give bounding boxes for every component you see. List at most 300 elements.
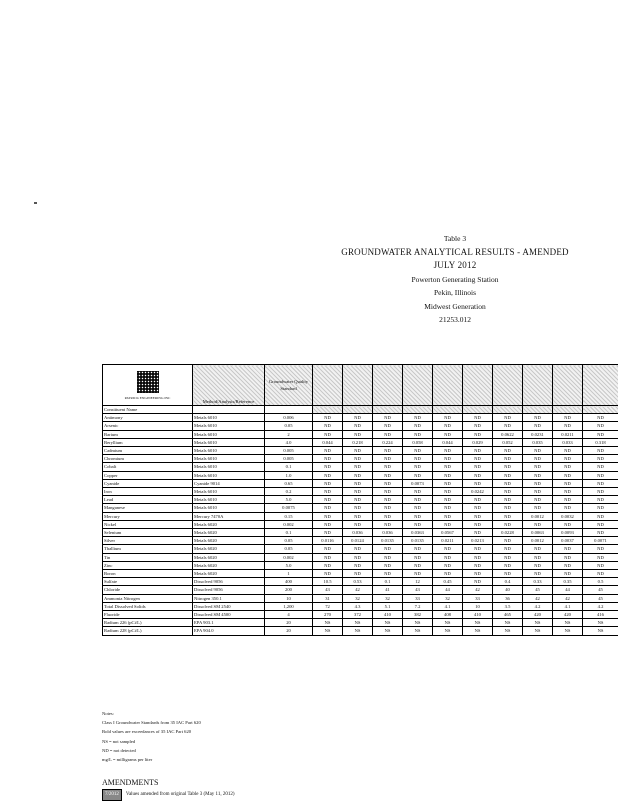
table-row — [103, 619, 618, 627]
result-value: 0.45 — [433, 578, 463, 586]
location: Pekin, Illinois — [330, 286, 580, 300]
result-value: ND — [373, 422, 403, 430]
result-value: ND — [433, 520, 463, 528]
result-value: ND — [373, 512, 403, 520]
result-value: ND — [313, 545, 343, 553]
result-value: 0.035 — [523, 438, 553, 446]
standard-value: 0.0075 — [265, 504, 313, 512]
result-value: ND — [553, 553, 583, 561]
result-value: ND — [433, 430, 463, 438]
result-value: ND — [373, 471, 403, 479]
result-value: 410 — [373, 611, 403, 619]
result-value: 416 — [583, 611, 618, 619]
result-value: ND — [343, 545, 373, 553]
result-value: 420 — [553, 611, 583, 619]
result-value: 0.0363 — [403, 529, 433, 537]
analysis-method: Metals 6010 — [193, 455, 265, 463]
constituent-name: Cadmium — [103, 447, 193, 455]
table-row — [103, 438, 618, 446]
result-value: ND — [583, 479, 618, 487]
result-value: 45 — [583, 594, 618, 602]
note-line: Class I Groundwater Standards from 35 IAC Part 620 — [102, 718, 201, 727]
result-value: 420 — [523, 611, 553, 619]
standard-value: 0.002 — [265, 520, 313, 528]
result-value: 5.1 — [373, 602, 403, 610]
note-line: NS = not sampled — [102, 737, 201, 746]
result-value: ND — [463, 463, 493, 471]
result-value: 0.0228 — [493, 529, 523, 537]
result-value: 0.0211 — [433, 537, 463, 545]
result-value: 36 — [493, 594, 523, 602]
result-value: NS — [523, 619, 553, 627]
result-value: ND — [343, 496, 373, 504]
result-value: ND — [343, 422, 373, 430]
result-value: 12 — [403, 578, 433, 586]
standard-value: 200 — [265, 586, 313, 594]
result-value: ND — [403, 471, 433, 479]
analysis-method: Metals 6010 — [193, 414, 265, 422]
result-value: 465 — [493, 611, 523, 619]
result-value: ND — [433, 414, 463, 422]
result-value: ND — [493, 504, 523, 512]
analysis-method: EPA 904.0 — [193, 627, 265, 635]
result-value: ND — [403, 504, 433, 512]
table-row — [103, 488, 618, 496]
table-subheader-row — [103, 406, 618, 414]
result-value: 0.0012 — [523, 537, 553, 545]
result-value: ND — [583, 520, 618, 528]
table-row — [103, 611, 618, 619]
result-value: ND — [433, 488, 463, 496]
standard-value: 1.0 — [265, 471, 313, 479]
result-value: ND — [343, 488, 373, 496]
result-value: 0.029 — [463, 438, 493, 446]
result-value: ND — [583, 512, 618, 520]
result-value: ND — [313, 561, 343, 569]
result-value: ND — [403, 512, 433, 520]
result-value: ND — [463, 561, 493, 569]
standard-value: 0.005 — [265, 455, 313, 463]
result-value: ND — [433, 422, 463, 430]
result-value: ND — [583, 553, 618, 561]
analysis-method: Metals 6020 — [193, 553, 265, 561]
constituent-name: Beryllium — [103, 438, 193, 446]
analysis-method: Metals 6010 — [193, 488, 265, 496]
method-header: Method/Analysis/Reference — [193, 365, 265, 406]
standard-value: 5.0 — [265, 496, 313, 504]
result-value: NS — [463, 627, 493, 635]
result-value: ND — [373, 570, 403, 578]
result-value: 372 — [343, 611, 373, 619]
result-value: ND — [373, 553, 403, 561]
result-value: NS — [523, 627, 553, 635]
result-value: NS — [343, 619, 373, 627]
table-row — [103, 455, 618, 463]
result-value: ND — [553, 545, 583, 553]
result-value: 0.0231 — [523, 430, 553, 438]
result-value: ND — [313, 463, 343, 471]
table-row — [103, 553, 618, 561]
constituent-name: Zinc — [103, 561, 193, 569]
result-value: 408 — [433, 611, 463, 619]
result-value: ND — [583, 447, 618, 455]
constituent-name: Barium — [103, 430, 193, 438]
table-label: Table 3 — [330, 232, 580, 246]
standard-value: 400 — [265, 578, 313, 586]
result-value: ND — [583, 496, 618, 504]
result-value: 0.036 — [373, 529, 403, 537]
station-name: Powerton Generating Station — [330, 273, 580, 287]
constituent-name: Sulfate — [103, 578, 193, 586]
result-value: ND — [583, 463, 618, 471]
result-value: ND — [373, 463, 403, 471]
result-value: ND — [433, 504, 463, 512]
result-value: ND — [553, 422, 583, 430]
result-value: ND — [553, 414, 583, 422]
result-value: ND — [313, 422, 343, 430]
result-value: 4.2 — [583, 602, 618, 610]
result-value: 33 — [403, 594, 433, 602]
result-value: 0.0135 — [403, 537, 433, 545]
result-value: ND — [463, 578, 493, 586]
constituent-name: Antimony — [103, 414, 193, 422]
result-value: ND — [313, 471, 343, 479]
table-row — [103, 545, 618, 553]
analysis-method: Cyanide 9014 — [193, 479, 265, 487]
sample-header — [373, 365, 403, 406]
result-value: ND — [493, 520, 523, 528]
result-value: 42 — [523, 594, 553, 602]
result-value: ND — [523, 479, 553, 487]
constituent-name-header: Constituent Name — [103, 406, 193, 414]
result-value: 4.2 — [523, 602, 553, 610]
result-value: ND — [343, 463, 373, 471]
standard-value: 4 — [265, 611, 313, 619]
result-value: ND — [523, 570, 553, 578]
result-value: ND — [373, 488, 403, 496]
standard-value: 0.006 — [265, 414, 313, 422]
result-value: ND — [343, 512, 373, 520]
table-row — [103, 414, 618, 422]
note-line: mg/L = milligrams per liter — [102, 755, 201, 764]
result-value: ND — [583, 561, 618, 569]
result-value: ND — [313, 447, 343, 455]
result-value: ND — [523, 520, 553, 528]
result-value: 0.218 — [343, 438, 373, 446]
result-value: ND — [493, 463, 523, 471]
result-value: NS — [313, 619, 343, 627]
result-value: ND — [523, 545, 553, 553]
result-value: ND — [343, 570, 373, 578]
result-value: ND — [493, 455, 523, 463]
result-value: 0.033 — [553, 438, 583, 446]
constituent-name: Iron — [103, 488, 193, 496]
constituent-name: Tin — [103, 553, 193, 561]
analysis-method: Dissolved SM 4500 — [193, 611, 265, 619]
constituent-name: Chromium — [103, 455, 193, 463]
result-value: ND — [343, 414, 373, 422]
analysis-method: Metals 6020 — [193, 520, 265, 528]
sample-header — [493, 365, 523, 406]
standard-value: 20 — [265, 619, 313, 627]
table-row — [103, 529, 618, 537]
result-value: ND — [343, 455, 373, 463]
result-value: 0.0622 — [493, 430, 523, 438]
result-value: 45 — [523, 586, 553, 594]
analysis-method: Nitrogen 350.1 — [193, 594, 265, 602]
result-value: 42 — [463, 586, 493, 594]
result-value: ND — [553, 504, 583, 512]
standard-value: 0.002 — [265, 553, 313, 561]
constituent-name: Selenium — [103, 529, 193, 537]
result-value: ND — [403, 553, 433, 561]
result-value: 0.0213 — [463, 537, 493, 545]
result-value: ND — [313, 430, 343, 438]
amendments-block — [102, 778, 235, 801]
result-value: ND — [493, 512, 523, 520]
result-value: ND — [373, 447, 403, 455]
result-value: ND — [433, 455, 463, 463]
result-value: ND — [583, 422, 618, 430]
table-row — [103, 463, 618, 471]
sample-header — [403, 365, 433, 406]
analysis-method: Dissolved 9056 — [193, 578, 265, 586]
result-value: ND — [433, 496, 463, 504]
result-value: ND — [343, 520, 373, 528]
result-value: 32 — [343, 594, 373, 602]
result-value: ND — [373, 414, 403, 422]
result-value: ND — [553, 479, 583, 487]
result-value: NS — [373, 627, 403, 635]
result-value: ND — [463, 512, 493, 520]
result-value: NS — [343, 627, 373, 635]
result-value: ND — [493, 537, 523, 545]
table-row — [103, 471, 618, 479]
result-value: ND — [313, 414, 343, 422]
result-value: ND — [493, 545, 523, 553]
table-row — [103, 512, 618, 520]
standard-value: 0.65 — [265, 479, 313, 487]
document-header — [330, 232, 580, 327]
result-value: ND — [403, 561, 433, 569]
result-value: ND — [523, 422, 553, 430]
constituent-name: Cyanide — [103, 479, 193, 487]
result-value: 0.044 — [433, 438, 463, 446]
result-value: 0.0093 — [553, 529, 583, 537]
table-row — [103, 520, 618, 528]
result-value: ND — [313, 504, 343, 512]
standard-value: 0.2 — [265, 488, 313, 496]
result-value: ND — [493, 471, 523, 479]
result-value: NS — [403, 627, 433, 635]
result-value: ND — [403, 520, 433, 528]
result-value: 43 — [313, 586, 343, 594]
result-value: ND — [463, 504, 493, 512]
company-logo — [137, 371, 159, 393]
result-value: ND — [373, 455, 403, 463]
result-value: 4.1 — [553, 602, 583, 610]
result-value: ND — [403, 463, 433, 471]
result-value: ND — [583, 471, 618, 479]
result-value: ND — [313, 512, 343, 520]
standard-value: 1,200 — [265, 602, 313, 610]
constituent-name: Radium 226 (pCi/L) — [103, 619, 193, 627]
result-value: ND — [403, 488, 433, 496]
result-value: 33 — [463, 594, 493, 602]
analysis-method: Metals 6020 — [193, 537, 265, 545]
result-value: ND — [463, 529, 493, 537]
result-value: ND — [553, 520, 583, 528]
result-value: ND — [583, 430, 618, 438]
table-row — [103, 602, 618, 610]
result-value: NS — [583, 619, 618, 627]
result-value: ND — [433, 479, 463, 487]
result-value: 40 — [493, 586, 523, 594]
sample-header — [343, 365, 373, 406]
result-value: NS — [553, 619, 583, 627]
analysis-method: Mercury 7470A — [193, 512, 265, 520]
result-value: NS — [433, 619, 463, 627]
result-value: ND — [523, 561, 553, 569]
result-value: ND — [343, 553, 373, 561]
result-value: 0.0135 — [373, 537, 403, 545]
result-value: ND — [463, 570, 493, 578]
result-value: ND — [553, 570, 583, 578]
result-value: ND — [373, 496, 403, 504]
constituent-name: Boron — [103, 570, 193, 578]
standard-value: 0.1 — [265, 463, 313, 471]
result-value: 32 — [433, 594, 463, 602]
standard-value: 4.0 — [265, 438, 313, 446]
result-value: ND — [583, 488, 618, 496]
result-value: NS — [403, 619, 433, 627]
result-value: 0.044 — [313, 438, 343, 446]
amendment-text: Values amended from original Table 3 (May 11, 2012) — [126, 792, 235, 797]
company-name: Midwest Generation — [330, 300, 580, 314]
result-value: ND — [463, 430, 493, 438]
constituent-name: Mercury — [103, 512, 193, 520]
amendment-tag: 7/2012 — [102, 789, 122, 801]
analysis-method: Metals 6010 — [193, 430, 265, 438]
result-value: ND — [553, 463, 583, 471]
result-value: ND — [463, 471, 493, 479]
table-row — [103, 496, 618, 504]
sample-header — [523, 365, 553, 406]
result-value: NS — [583, 627, 618, 635]
result-value: ND — [463, 545, 493, 553]
standard-value: 0.05 — [265, 537, 313, 545]
result-value: 0.318 — [583, 438, 618, 446]
result-value: ND — [553, 496, 583, 504]
result-value: 270 — [313, 611, 343, 619]
result-value: 7.2 — [403, 602, 433, 610]
result-value: ND — [373, 504, 403, 512]
result-value: ND — [373, 545, 403, 553]
result-value: ND — [343, 471, 373, 479]
result-value: NS — [373, 619, 403, 627]
result-value: ND — [493, 570, 523, 578]
result-value: ND — [403, 545, 433, 553]
result-value: ND — [553, 561, 583, 569]
constituent-name: Manganese — [103, 504, 193, 512]
note-line: Notes: — [102, 709, 201, 718]
result-value: 4.3 — [343, 602, 373, 610]
result-value: ND — [553, 447, 583, 455]
result-value: ND — [403, 447, 433, 455]
result-value: 0.33 — [523, 578, 553, 586]
result-value: ND — [433, 553, 463, 561]
standard-value: 1 — [265, 570, 313, 578]
result-value: ND — [373, 479, 403, 487]
result-value: ND — [463, 414, 493, 422]
sample-header — [313, 365, 343, 406]
result-value: ND — [583, 529, 618, 537]
result-value: ND — [583, 414, 618, 422]
result-value: 0.0063 — [523, 529, 553, 537]
result-value: ND — [583, 455, 618, 463]
result-value: ND — [493, 561, 523, 569]
result-value: ND — [403, 455, 433, 463]
sample-header — [463, 365, 493, 406]
table-row — [103, 422, 618, 430]
analysis-method: Metals 6010 — [193, 496, 265, 504]
result-value: 43 — [403, 586, 433, 594]
document-title: GROUNDWATER ANALYTICAL RESULTS - AMENDED JULY 2012 — [330, 246, 580, 273]
logo-cell: PATRICK ENGINEERING INC — [103, 365, 193, 406]
result-value: 72 — [313, 602, 343, 610]
result-value: 0.052 — [493, 438, 523, 446]
result-value: 0.0032 — [553, 512, 583, 520]
result-value: NS — [463, 619, 493, 627]
result-value: ND — [463, 422, 493, 430]
result-value: ND — [403, 496, 433, 504]
result-value: 0.0116 — [313, 537, 343, 545]
result-value: 4.1 — [433, 602, 463, 610]
result-value: 0.0037 — [553, 537, 583, 545]
result-value: 42 — [343, 586, 373, 594]
result-value: ND — [553, 488, 583, 496]
analysis-method: Metals 6010 — [193, 438, 265, 446]
result-value: ND — [313, 496, 343, 504]
result-value: ND — [583, 504, 618, 512]
result-value: ND — [403, 430, 433, 438]
result-value: 0.0073 — [403, 479, 433, 487]
analysis-method: Metals 6020 — [193, 545, 265, 553]
table-header-row — [103, 365, 618, 406]
standard-value: 20 — [265, 627, 313, 635]
result-value: NS — [433, 627, 463, 635]
result-value: ND — [343, 479, 373, 487]
result-value: ND — [523, 496, 553, 504]
result-value: ND — [493, 447, 523, 455]
result-value: ND — [313, 520, 343, 528]
result-value: ND — [553, 455, 583, 463]
result-value: ND — [493, 496, 523, 504]
result-value: ND — [463, 520, 493, 528]
result-value: ND — [313, 529, 343, 537]
result-value: ND — [433, 471, 463, 479]
constituent-name: Thallium — [103, 545, 193, 553]
result-value: 45 — [583, 586, 618, 594]
result-value: 0.0124 — [343, 537, 373, 545]
result-value: NS — [313, 627, 343, 635]
result-value: 0.0071 — [583, 537, 618, 545]
result-value: ND — [433, 447, 463, 455]
analysis-method: Metals 6010 — [193, 422, 265, 430]
standard-value: 10 — [265, 594, 313, 602]
standard-value: 2 — [265, 430, 313, 438]
result-value: ND — [523, 471, 553, 479]
